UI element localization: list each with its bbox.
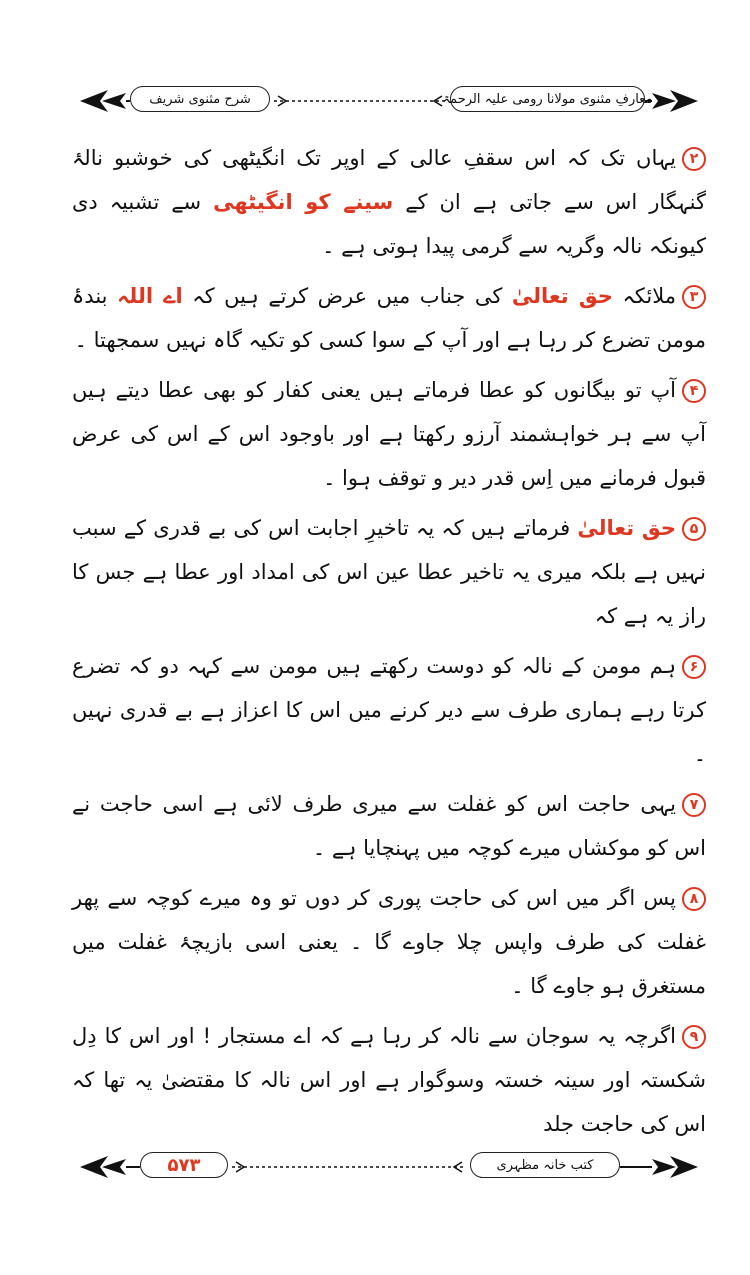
- paragraph-text: پس اگر میں اس کی حاجت پوری کر دوں تو وہ میرے کوچہ سے پھر غفلت کی طرف واپس چلا جاوے گا ۔ یعنی اسی بازیچۂ غفلت میں مستغرق ہو جاوے گا ۔: [72, 886, 706, 998]
- paragraph: [72, 782, 706, 870]
- paragraph: [72, 1014, 706, 1146]
- paragraph-number-badge: ۸: [682, 887, 706, 911]
- paragraph-text: اگرچہ یہ سوجان سے نالہ کر رہا ہے کہ اے مستجار ! اور اس کا دِل شکستہ اور سینہ خستہ وسوگوار ہے اور اس نالہ کا مقتضیٰ یہ تھا کہ اس کی حاجت جلد: [72, 1024, 706, 1136]
- paragraph-number-badge: ۳: [682, 285, 706, 309]
- section-title: شرح مثنوی شریف: [130, 86, 270, 112]
- paragraph-text: یہی حاجت اس کو غفلت سے میری طرف لائی ہے اسی حاجت نے اس کو موکشاں میرے کوچہ میں پہنچایا ہے ۔: [72, 792, 706, 860]
- paragraph-text: یہاں تک کہ اس سقفِ عالی کے اوپر تک انگیٹھی کی خوشبو نالۂ گنہگار اس سے جاتی ہے ان کے: [72, 146, 706, 214]
- paragraph-text: کی جناب میں عرض کرتے ہیں کہ: [182, 284, 512, 308]
- page-header: [78, 84, 700, 118]
- highlighted-phrase: حق تعالیٰ: [511, 284, 613, 308]
- paragraph: [72, 644, 706, 776]
- highlighted-phrase: سینے کو انگیٹھی: [213, 190, 394, 214]
- highlighted-phrase: حق تعالیٰ: [577, 516, 676, 540]
- paragraph-text: ہم مومن کے نالہ کو دوست رکھتے ہیں مومن سے کہہ دو کہ تضرع کرتا رہے ہماری طرف سے دیر کرنے میں اس کا اعزاز ہے بے قدری نہیں ۔: [72, 654, 706, 766]
- book-title: معارفِ مثنوی مولانا رومی علیہ الرحمۃ: [450, 86, 645, 112]
- paragraph-number-badge: ۲: [682, 147, 706, 171]
- paragraph: [72, 506, 706, 638]
- paragraph-number-badge: ۴: [682, 379, 706, 403]
- paragraph: [72, 274, 706, 362]
- paragraph-number-badge: ۶: [682, 655, 706, 679]
- publisher-name: کتب خانہ مظہری: [470, 1152, 620, 1178]
- paragraph-number-badge: ۹: [682, 1025, 706, 1049]
- paragraph: [72, 136, 706, 268]
- highlighted-phrase: اے اللہ: [117, 284, 183, 308]
- paragraph-text: بندۂ مومن تضرع کر رہا ہے اور آپ کے سوا کسی کو تکیہ گاہ نہیں سمجھتا ۔: [72, 284, 706, 352]
- paragraph: [72, 876, 706, 1008]
- paragraph-number-badge: ۷: [682, 793, 706, 817]
- paragraph-number-badge: ۵: [682, 517, 706, 541]
- paragraph-text: سے تشبیہ دی کیونکہ نالہ وگریہ سے گرمی پیدا ہوتی ہے ۔: [72, 190, 706, 258]
- paragraph: [72, 368, 706, 500]
- page-number: ۵۷۳: [140, 1152, 228, 1178]
- paragraph-text: فرماتے ہیں کہ یہ تاخیرِ اجابت اس کی بے قدری کے سبب نہیں ہے بلکہ میری یہ تاخیر عطا عین اس کی امداد اور عطا ہے جس کا راز یہ ہے کہ: [72, 516, 706, 628]
- paragraph-text: ملائکہ: [612, 284, 677, 308]
- paragraph-text: آپ تو بیگانوں کو عطا فرماتے ہیں یعنی کفار کو بھی عطا دیتے ہیں آپ سے ہر خواہشمند آرزو رکھتا ہے اور باوجود اس کے اس کی عرض قبول فرمانے میں اِس قدر دیر و توقف ہوا ۔: [72, 378, 706, 490]
- page-body: [72, 136, 706, 1152]
- page-footer: [78, 1150, 700, 1184]
